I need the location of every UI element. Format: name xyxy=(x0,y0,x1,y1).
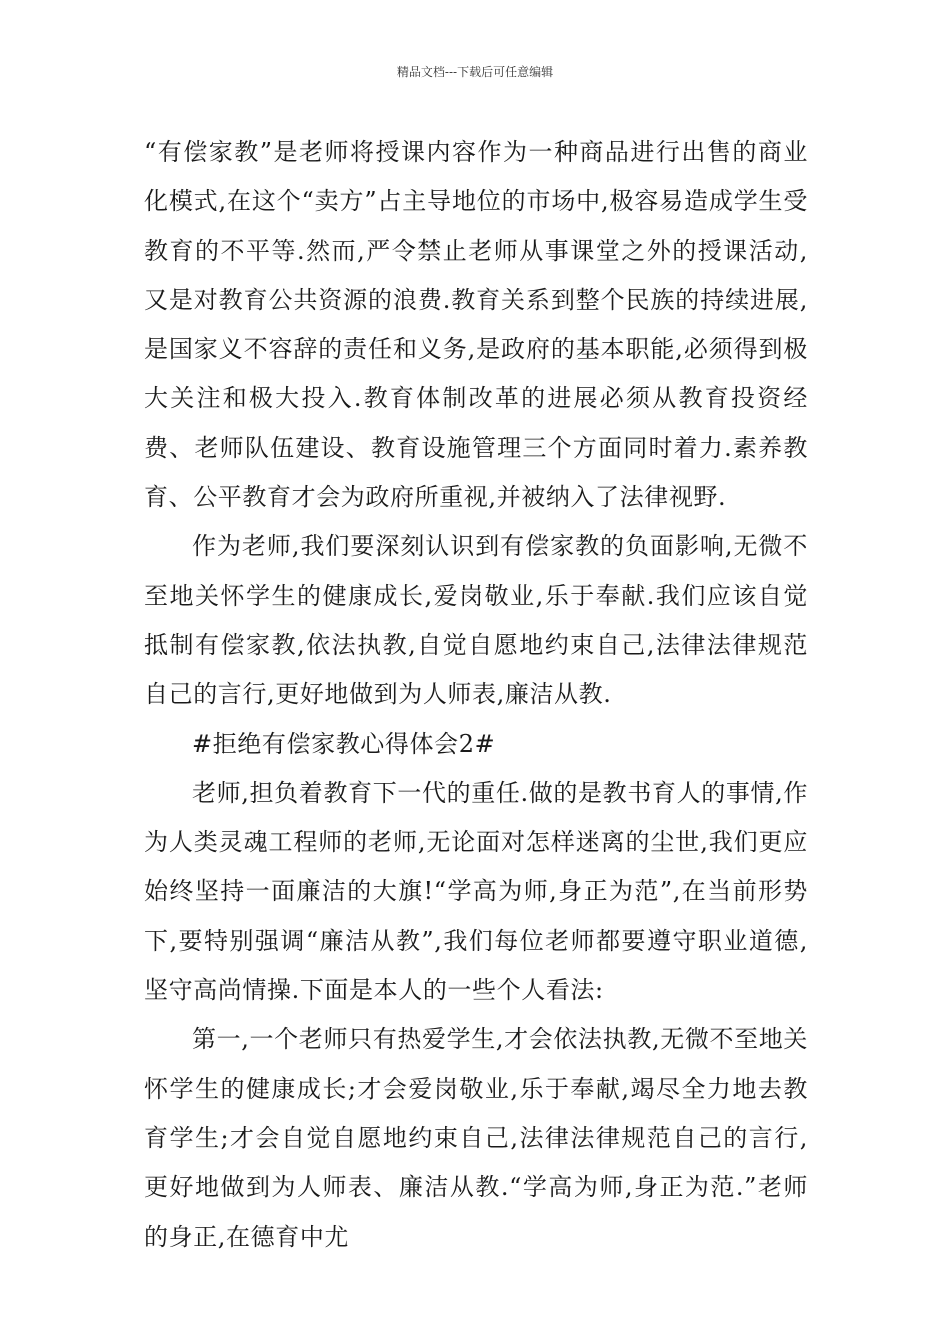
paragraph-teacher-duty: 老师,担负着教育下一代的重任.做的是教书育人的事情,作为人类灵魂工程师的老师,无论面对怎样迷离的尘世,我们更应始终坚持一面廉洁的大旗!“学高为师,身正为范”,在当前形势下,要特别强调“廉洁从教”,我们每位老师都要遵守职业道德,坚守高尚情操.下面是本人的一些个人看法: xyxy=(144,778,808,1005)
document-body xyxy=(144,128,808,1262)
section-heading: #拒绝有偿家教心得体会2# xyxy=(192,729,496,758)
page-header: 精品文档---下载后可任意编辑 xyxy=(396,65,554,79)
paragraph-teacher-awareness: 作为老师,我们要深刻认识到有偿家教的负面影响,无微不至地关怀学生的健康成长,爱岗敬业,乐于奉献.我们应该自觉抵制有偿家教,依法执教,自觉自愿地约束自己,法律法律规范自己的言行,更好地做到为人师表,廉洁从教. xyxy=(144,532,808,709)
paragraph-first-point: 第一,一个老师只有热爱学生,才会依法执教,无微不至地关怀学生的健康成长;才会爱岗敬业,乐于奉献,竭尽全力地去教育学生;才会自觉自愿地约束自己,法律法律规范自己的言行,更好地做到为人师表、廉洁从教.“学高为师,身正为范.”老师的身正,在德育中尤 xyxy=(144,1025,808,1251)
paragraph-intro: “有偿家教”是老师将授课内容作为一种商品进行出售的商业化模式,在这个“卖方”占主导地位的市场中,极容易造成学生受教育的不平等.然而,严令禁止老师从事课堂之外的授课活动,又是对教育公共资源的浪费.教育关系到整个民族的持续进展,是国家义不容辞的责任和义务,是政府的基本职能,必须得到极大关注和极大投入.教育体制改革的进展必须从教育投资经费、老师队伍建设、教育设施管理三个方面同时着力.素养教育、公平教育才会为政府所重视,并被纳入了法律视野. xyxy=(144,138,808,512)
